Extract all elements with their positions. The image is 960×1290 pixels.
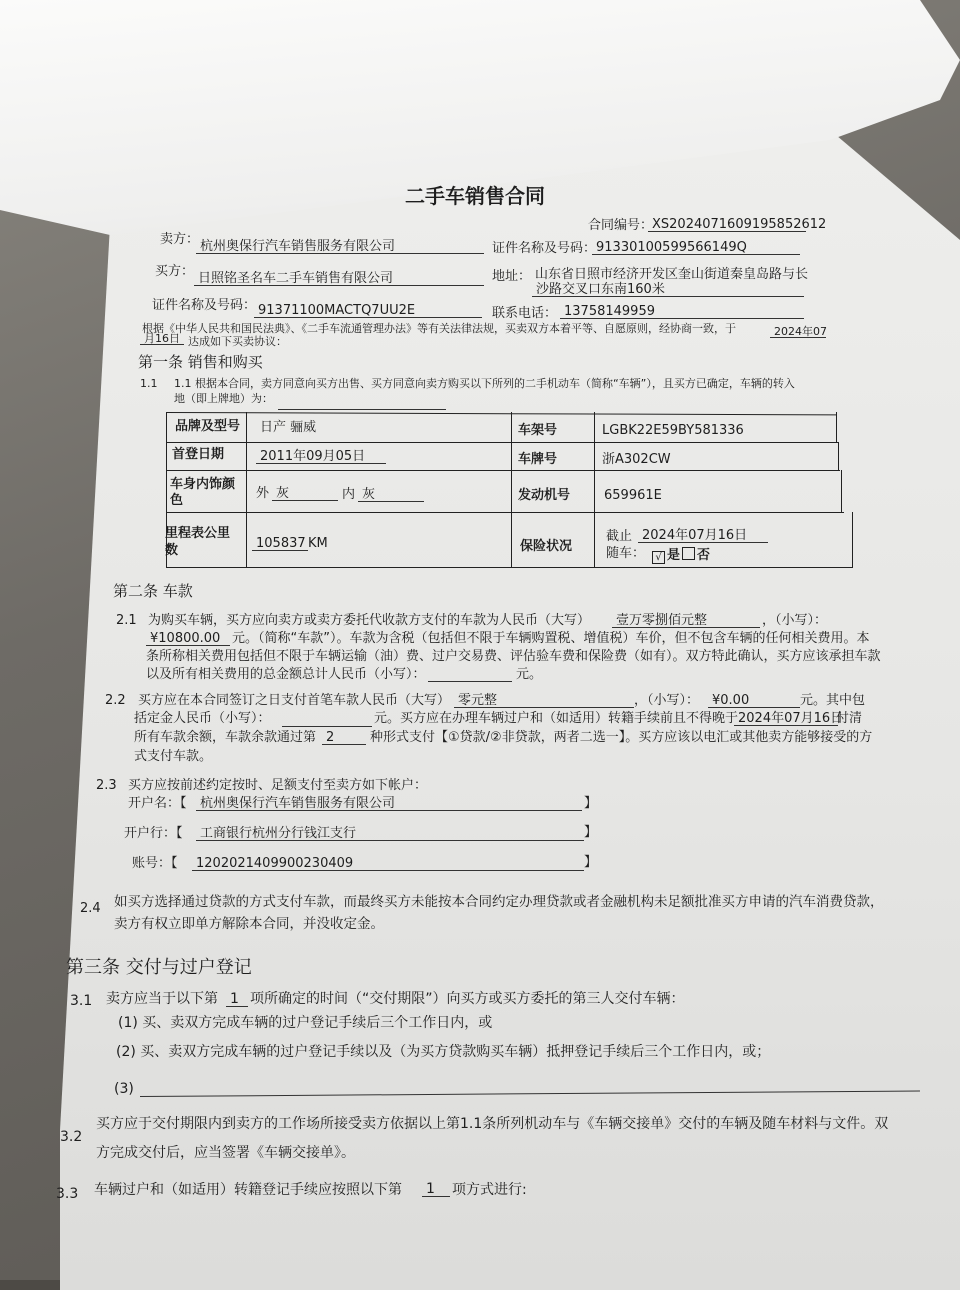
buyer-addr-line2: 沙路交叉口东南160米 [532, 283, 804, 297]
transfer-place-blank [278, 409, 446, 410]
clause-2-2-text-3: 元。买方应在办理车辆过户和（如适用）转籍手续前且不得晚于 [374, 711, 739, 726]
clause-2-1-small-label: ，（小写）： [762, 613, 828, 628]
clause-3-3-text-2: 项方式进行: [452, 1182, 527, 1198]
buyer-addr-line1: 山东省日照市经济开发区奎山街道秦皇岛路与长 [535, 267, 809, 282]
article-1-title: 第一条 销售和购买 [138, 353, 263, 371]
buyer-id-label: 证件名称及号码： [152, 298, 257, 313]
buyer-label: 买方： [155, 264, 195, 279]
buyer-phone-label: 联系电话： [492, 306, 558, 321]
clause-2-2-text: 买方应在本合同签订之日支付首笔车款人民币（大写） [138, 693, 451, 708]
first-payment-words: 零元整 [454, 694, 634, 708]
buyer-addr-label: 地址： [492, 269, 532, 284]
clause-3-3-text: 车辆过户和（如适用）转籍登记手续应按照以下第 [94, 1182, 402, 1198]
mileage-label: 里程表公里 [165, 526, 231, 541]
clause-2-4-text: 如买方选择通过贷款的方式支付车款，而最终买方未能按本合同约定办理贷款或者金融机构未足额批准买方申请的汽车消费贷款， [114, 894, 884, 910]
mileage-unit: KM [308, 536, 328, 551]
plate-label: 车牌号 [518, 452, 558, 467]
account-number-label: 账号：【 [132, 856, 178, 871]
total-amount-words: 壹万零捌佰元整 [612, 614, 760, 628]
buyer-id: 91371100MACTQ7UU2E [254, 304, 482, 318]
clause-2-2-pay-off: 付清 [836, 711, 863, 726]
interior-color: 灰 [358, 488, 424, 502]
clause-2-2-small-label: ，（小写）： [634, 693, 700, 708]
page-title: 二手车销售合同 [405, 184, 545, 208]
color-label-2: 色 [170, 493, 184, 508]
brand-value: 日产 骊威 [260, 420, 317, 435]
bank-label: 开户行：【 [124, 826, 183, 841]
exterior-color: 灰 [272, 487, 338, 501]
clause-2-2-text-5: 种形式支付【①贷款/②非贷款，两者二选一】。买方应该以电汇或其他卖方能够接受的方 [370, 730, 873, 745]
clause-2-1-text-4: 以及所有相关费用的总金额总计人民币（小写）： [146, 667, 426, 682]
clause-2-1-text-2: 元。（简称“车款”）。车款为含税（包括但不限于车辆购置税、增值税）车价，但不包含车辆的任何相关费用。本 [232, 631, 870, 646]
account-name-bracket: 】 [584, 796, 598, 811]
seller-name: 杭州奥保行汽车销售服务有限公司 [196, 240, 484, 254]
interior-label: 内 [342, 487, 356, 502]
account-number: 1202021409900230409 [192, 857, 584, 871]
insurance-follow-options [650, 547, 710, 564]
delivery-option-3: (3) [114, 1081, 134, 1097]
clause-1-1-no: 1.1 [140, 377, 158, 390]
article-2-title: 第二条 车款 [113, 582, 193, 600]
clause-1-1-text-2: 地（即上牌地）为： [174, 392, 273, 405]
contract-no-label: 合同编号： [588, 218, 654, 233]
clause-3-2-text-2: 方完成交付后，应当签署《车辆交接单》。 [96, 1145, 355, 1161]
account-number-bracket: 】 [584, 855, 598, 870]
color-label: 车身内饰颜 [170, 477, 236, 492]
clause-2-1-no: 2.1 [116, 613, 137, 628]
clause-2-3-text: 买方应按前述约定按时、足额支付至卖方如下帐户： [128, 778, 428, 793]
insurance-until-label: 截止 [606, 529, 633, 544]
contract-no: XS2024071609195852612 [648, 218, 806, 232]
total-amount-figure: ¥10800.00 [146, 632, 230, 646]
clause-2-2-text-4: 所有车款余额，车款余款通过第 [134, 730, 317, 745]
buyer-name: 日照铭圣名车二手车销售有限公司 [194, 272, 484, 286]
clause-3-1-no: 3.1 [70, 993, 93, 1009]
clause-3-2-text: 买方应于交付期限内到卖方的工作场所接受卖方依据以上第1.1条所列机动车与《车辆交接单》交付的车辆及随车材料与文件。双 [96, 1116, 889, 1132]
clause-2-1-text-3: 条所称相关费用包括但不限于车辆运输（油）费、过户交易费、评估验车费和保险费（如有）。双方特此确认，买方应该承担车款 [146, 649, 881, 664]
account-name-label: 开户名：【 [128, 796, 187, 811]
insurance-follow-label: 随车： [606, 546, 646, 561]
delivery-option-choice: 1 [226, 992, 248, 1007]
insurance-yes-label: 是 [667, 548, 681, 563]
engine-label: 发动机号 [518, 488, 571, 503]
exterior-label: 外 [256, 486, 270, 501]
reg-date-label: 首登日期 [172, 447, 225, 462]
clause-3-3-no: 3.3 [56, 1186, 79, 1202]
clause-2-2-text-6: 式支付车款。 [134, 749, 213, 764]
clause-2-4-text-2: 卖方有权立即单方解除本合同，并没收定金。 [114, 916, 384, 932]
clause-2-2-text-b: 元。其中包 [800, 693, 866, 708]
clause-3-1-text-2: 项所确定的时间（“交付期限”）向买方或买方委托的第三人交付车辆： [250, 991, 685, 1007]
total-fees-blank [428, 681, 512, 682]
insurance-yes-checkbox: √ [652, 551, 665, 564]
plate-value: 浙A302CW [602, 452, 671, 467]
reg-date-value: 2011年09月05日 [256, 450, 386, 464]
first-payment-figure: ¥0.00 [708, 694, 800, 708]
clause-2-3-no: 2.3 [96, 778, 117, 793]
balance-due-date: 2024年07月16日 [734, 712, 838, 726]
seller-id-label: 证件名称及号码： [492, 241, 597, 256]
engine-value: 659961E [604, 488, 662, 503]
clause-2-4-no: 2.4 [80, 901, 101, 916]
bank-bracket: 】 [584, 825, 598, 840]
clause-3-2-no: 3.2 [60, 1129, 83, 1145]
account-name: 杭州奥保行汽车销售服务有限公司 [196, 797, 582, 811]
seller-label: 卖方： [160, 232, 200, 247]
mileage-value: 105837 [252, 537, 308, 551]
preamble-text: 根据《中华人民共和国民法典》、《二手车流通管理办法》等有关法律法规，买卖双方本着平等、自愿原则，经协商一致，于 [142, 322, 736, 335]
clause-2-1-text: 为购买车辆，买方应向卖方或卖方委托代收款方支付的车款为人民币（大写） [148, 613, 591, 628]
insurance-until-date: 2024年07月16日 [638, 529, 768, 543]
vin-value: LGBK22E59BY581336 [602, 423, 744, 438]
buyer-phone: 13758149959 [560, 305, 804, 319]
clause-1-1-text: 1.1 根据本合同，卖方同意向买方出售、买方同意向卖方购买以下所列的二手机动车（简称“车辆”），且买方已确定，车辆的转入 [174, 377, 795, 390]
seller-id: 91330100599566149Q [592, 241, 800, 255]
insurance-label: 保险状况 [520, 539, 573, 554]
clause-2-1-yuan: 元。 [516, 667, 543, 682]
article-3-title: 第三条 交付与过户登记 [66, 957, 252, 978]
delivery-option-2: (2) 买、卖双方完成车辆的过户登记手续以及（为买方贷款购买车辆）抵押登记手续后三个工作日内，或； [116, 1044, 771, 1060]
delivery-option-3-blank [140, 1091, 920, 1097]
insurance-no-checkbox [682, 547, 695, 560]
payment-method-choice: 2 [322, 731, 366, 745]
mileage-label-2: 数 [165, 543, 179, 558]
bank-name: 工商银行杭州分行钱江支行 [196, 827, 584, 841]
preamble-date: 2024年07 [770, 326, 826, 338]
clause-2-2-text-2: 括定金人民币（小写）： [134, 711, 271, 726]
clause-2-2-no: 2.2 [105, 693, 126, 708]
clause-3-1-text: 卖方应当于以下第 [106, 991, 218, 1007]
brand-label: 品牌及型号 [175, 419, 241, 434]
delivery-option-1: (1) 买、卖双方完成车辆的过户登记手续后三个工作日内，或 [118, 1015, 493, 1031]
vin-label: 车架号 [518, 423, 558, 438]
preamble-date-cont: 月16日 [140, 333, 184, 345]
transfer-option-choice: 1 [422, 1182, 450, 1197]
insurance-no-label: 否 [697, 548, 711, 563]
preamble-text-2: 达成如下买卖协议： [188, 335, 287, 348]
deposit-blank [282, 726, 372, 727]
